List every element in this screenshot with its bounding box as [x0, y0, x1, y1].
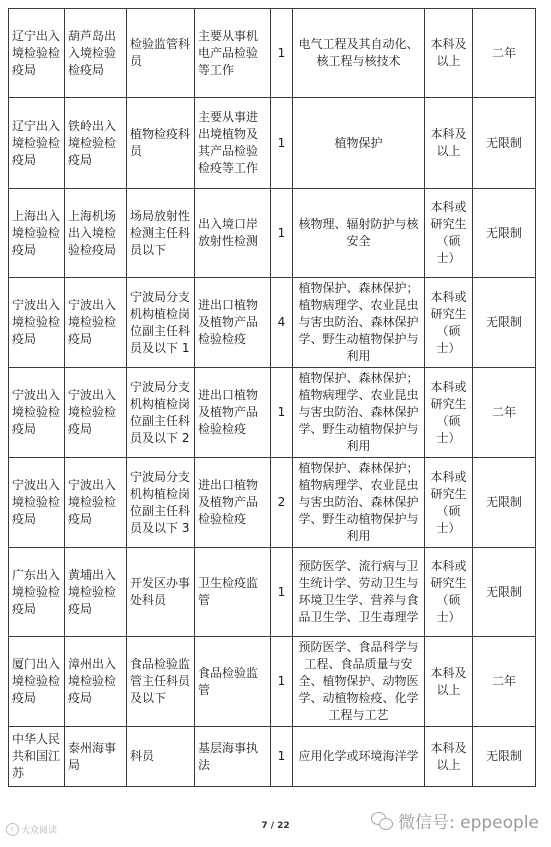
- experience-cell: [473, 278, 536, 368]
- unit-cell: [65, 9, 127, 98]
- major-cell: [293, 368, 425, 458]
- unit-cell: [65, 727, 127, 787]
- unit-cell-text: 上海机场出入境检验检疫局: [68, 208, 117, 257]
- major-cell-text: 植物保护、森林保护；植物病理学、农业昆虫与害虫防治、森林保护学、野生动植物保护与利用: [298, 371, 419, 453]
- post-cell-text: 场局放射性检测主任科员以下: [130, 208, 191, 257]
- experience-cell: [473, 189, 536, 278]
- duty-cell-text: 进出口植物及植物产品检验检疫: [198, 388, 259, 436]
- table-row: [9, 458, 536, 548]
- headcount-cell-text: 1: [277, 674, 286, 688]
- table-row: [9, 9, 536, 98]
- headcount-cell-text: 4: [277, 315, 286, 329]
- post-cell-text: 宁波局分支机构植检岗位副主任科员及以下 3: [130, 469, 191, 535]
- headcount-cell: [271, 637, 293, 727]
- org-cell-text: 中华人民共和国江苏: [12, 732, 61, 780]
- org-cell: [9, 458, 65, 548]
- headcount-cell: [271, 189, 293, 278]
- duty-cell: [195, 368, 271, 458]
- education-cell-text: 本科及以上: [430, 127, 467, 158]
- org-cell: [9, 98, 65, 189]
- post-cell: [127, 368, 195, 458]
- post-cell-text: 开发区办事处科员: [130, 576, 191, 607]
- unit-cell-text: 宁波出入境检验检疫局: [68, 388, 117, 436]
- education-cell: [425, 637, 473, 727]
- experience-cell: [473, 98, 536, 189]
- unit-cell-text: 宁波出入境检验检疫局: [68, 478, 117, 526]
- post-cell: [127, 548, 195, 637]
- education-cell-text: 本科或研究生（硕士）: [430, 469, 467, 535]
- post-cell: [127, 727, 195, 787]
- major-cell: [293, 9, 425, 98]
- org-cell: [9, 278, 65, 368]
- experience-cell: [473, 548, 536, 637]
- post-cell: [127, 458, 195, 548]
- major-cell-text: 应用化学或环境海洋学: [298, 749, 419, 763]
- major-cell: [293, 637, 425, 727]
- duty-cell: [195, 98, 271, 189]
- duty-cell-text: 进出口植物及植物产品检验检疫: [198, 478, 259, 526]
- duty-cell: [195, 458, 271, 548]
- page-number: 7 / 22: [261, 821, 290, 831]
- unit-cell-text: 泰州海事局: [68, 740, 117, 772]
- duty-cell: [195, 548, 271, 637]
- duty-cell-text: 基层海事执法: [198, 740, 259, 772]
- experience-cell-text: 无限制: [485, 225, 522, 240]
- org-cell: [9, 368, 65, 458]
- unit-cell: [65, 189, 127, 278]
- experience-cell-text: 无限制: [485, 495, 522, 509]
- education-cell-text: 本科或研究生（硕士）: [430, 289, 467, 355]
- major-cell: [293, 548, 425, 637]
- education-cell-text: 本科及以上: [430, 37, 467, 68]
- education-cell: [425, 98, 473, 189]
- unit-cell: [65, 458, 127, 548]
- post-cell-text: 科员: [130, 749, 155, 763]
- duty-cell-text: 卫生检疫监管: [198, 576, 259, 607]
- duty-cell: [195, 9, 271, 98]
- education-cell: [425, 727, 473, 787]
- headcount-cell-text: 2: [277, 495, 286, 509]
- headcount-cell-text: 1: [277, 584, 286, 599]
- table-row: [9, 637, 536, 727]
- education-cell: [425, 189, 473, 278]
- duty-cell: [195, 637, 271, 727]
- major-cell-text: 植物保护: [334, 135, 383, 150]
- experience-cell-text: 无限制: [485, 749, 522, 763]
- duty-cell-text: 进出口植物及植物产品检验检疫: [198, 298, 259, 346]
- unit-cell: [65, 368, 127, 458]
- headcount-cell: [271, 9, 293, 98]
- org-cell: [9, 548, 65, 637]
- major-cell-text: 核物理、辐射防护与核安全: [298, 217, 419, 248]
- education-cell-text: 本科或研究生（硕士）: [430, 379, 467, 445]
- unit-cell: [65, 98, 127, 189]
- unit-cell-text: 铁岭出入境检验检疫局: [68, 118, 117, 167]
- org-cell-text: 上海出入境检验检疫局: [12, 208, 61, 257]
- post-cell-text: 宁波局分支机构植检岗位副主任科员及以下 2: [130, 379, 191, 445]
- major-cell: [293, 98, 425, 189]
- post-cell: [127, 637, 195, 727]
- unit-cell: [65, 548, 127, 637]
- org-cell-text: 广东出入境检验检疫局: [12, 567, 61, 616]
- headcount-cell: [271, 98, 293, 189]
- experience-cell-text: 二年: [491, 405, 516, 419]
- duty-cell: [195, 727, 271, 787]
- table-row: [9, 278, 536, 368]
- wechat-id-text: 微信号: eppeople: [397, 813, 539, 833]
- wechat-icon: [371, 812, 393, 830]
- experience-cell-text: 无限制: [485, 135, 522, 150]
- duty-cell: [195, 189, 271, 278]
- org-cell-text: 辽宁出入境检验检疫局: [12, 28, 61, 77]
- headcount-cell: [271, 368, 293, 458]
- major-cell-text: 植物保护、森林保护；植物病理学、农业昆虫与害虫防治、森林保护学、野生动植物保护与利用: [298, 461, 419, 543]
- major-cell-text: 预防医学、流行病与卫生统计学、劳动卫生与环境卫生学、营养与食品卫生学、卫生毒理学: [298, 559, 419, 624]
- experience-cell-text: 二年: [491, 45, 516, 60]
- major-cell: [293, 278, 425, 368]
- experience-cell-text: 无限制: [485, 584, 522, 599]
- headcount-cell-text: 1: [277, 45, 286, 60]
- footer-watermark-text: 大众阅读: [21, 826, 58, 836]
- org-cell-text: 宁波出入境检验检疫局: [12, 388, 61, 436]
- headcount-cell-text: 1: [277, 749, 286, 763]
- major-cell-text: 预防医学、食品科学与工程、食品质量与安全、植物保护、动物医学、动植物检疫、化学工程与工艺: [298, 640, 419, 722]
- duty-cell-text: 出入境口岸放射性检测: [198, 217, 259, 248]
- unit-cell-text: 黄埔出入境检验检疫局: [68, 567, 117, 616]
- duty-cell-text: 主要从事进出境植物及其产品检验检疫等工作: [198, 110, 259, 175]
- post-cell: [127, 189, 195, 278]
- education-cell: [425, 458, 473, 548]
- education-cell: [425, 548, 473, 637]
- major-cell-text: 植物保护、森林保护；植物病理学、农业昆虫与害虫防治、森林保护学、野生动植物保护与利用: [298, 281, 419, 363]
- major-cell: [293, 189, 425, 278]
- post-cell: [127, 278, 195, 368]
- education-cell-text: 本科及以上: [430, 665, 467, 697]
- headcount-cell-text: 1: [277, 225, 286, 240]
- copyright-icon: c: [6, 823, 19, 836]
- table-row: [9, 548, 536, 637]
- org-cell-text: 辽宁出入境检验检疫局: [12, 118, 61, 167]
- positions-table: [8, 8, 536, 787]
- headcount-cell: [271, 278, 293, 368]
- headcount-cell-text: 1: [277, 405, 286, 419]
- experience-cell: [473, 637, 536, 727]
- experience-cell: [473, 9, 536, 98]
- major-cell: [293, 727, 425, 787]
- experience-cell-text: 无限制: [485, 315, 522, 329]
- education-cell: [425, 278, 473, 368]
- experience-cell: [473, 727, 536, 787]
- major-cell-text: 电气工程及其自动化、核工程与核技术: [298, 37, 419, 68]
- post-cell: [127, 98, 195, 189]
- unit-cell-text: 宁波出入境检验检疫局: [68, 298, 117, 346]
- post-cell-text: 植物检疫科员: [130, 127, 191, 158]
- org-cell: [9, 189, 65, 278]
- post-cell-text: 食品检验监管主任科员及以下: [130, 657, 191, 705]
- major-cell: [293, 458, 425, 548]
- education-cell-text: 本科或研究生（硕士）: [430, 200, 467, 265]
- duty-cell: [195, 278, 271, 368]
- table-row: [9, 189, 536, 278]
- org-cell: [9, 9, 65, 98]
- duty-cell-text: 主要从事机电产品检验等工作: [198, 28, 259, 77]
- unit-cell-text: 葫芦岛出入境检验检疫局: [68, 28, 117, 77]
- experience-cell-text: 二年: [491, 674, 516, 688]
- headcount-cell: [271, 548, 293, 637]
- org-cell: [9, 637, 65, 727]
- org-cell-text: 厦门出入境检验检疫局: [12, 657, 61, 705]
- headcount-cell-text: 1: [277, 135, 286, 150]
- org-cell: [9, 727, 65, 787]
- wechat-watermark: [371, 808, 539, 833]
- experience-cell: [473, 458, 536, 548]
- unit-cell: [65, 278, 127, 368]
- table-row: [9, 727, 536, 787]
- experience-cell: [473, 368, 536, 458]
- post-cell-text: 检验监管科员: [130, 37, 191, 68]
- post-cell: [127, 9, 195, 98]
- headcount-cell: [271, 727, 293, 787]
- unit-cell-text: 漳州出入境检验检疫局: [68, 657, 117, 705]
- education-cell-text: 本科或研究生（硕士）: [430, 559, 467, 624]
- table-body: [9, 9, 536, 787]
- org-cell-text: 宁波出入境检验检疫局: [12, 478, 61, 526]
- headcount-cell: [271, 458, 293, 548]
- education-cell: [425, 368, 473, 458]
- post-cell-text: 宁波局分支机构植检岗位副主任科员及以下 1: [130, 289, 191, 355]
- org-cell-text: 宁波出入境检验检疫局: [12, 298, 61, 346]
- education-cell: [425, 9, 473, 98]
- table-row: [9, 98, 536, 189]
- education-cell-text: 本科及以上: [430, 740, 467, 772]
- duty-cell-text: 食品检验监管: [198, 665, 259, 697]
- table-row: [9, 368, 536, 458]
- unit-cell: [65, 637, 127, 727]
